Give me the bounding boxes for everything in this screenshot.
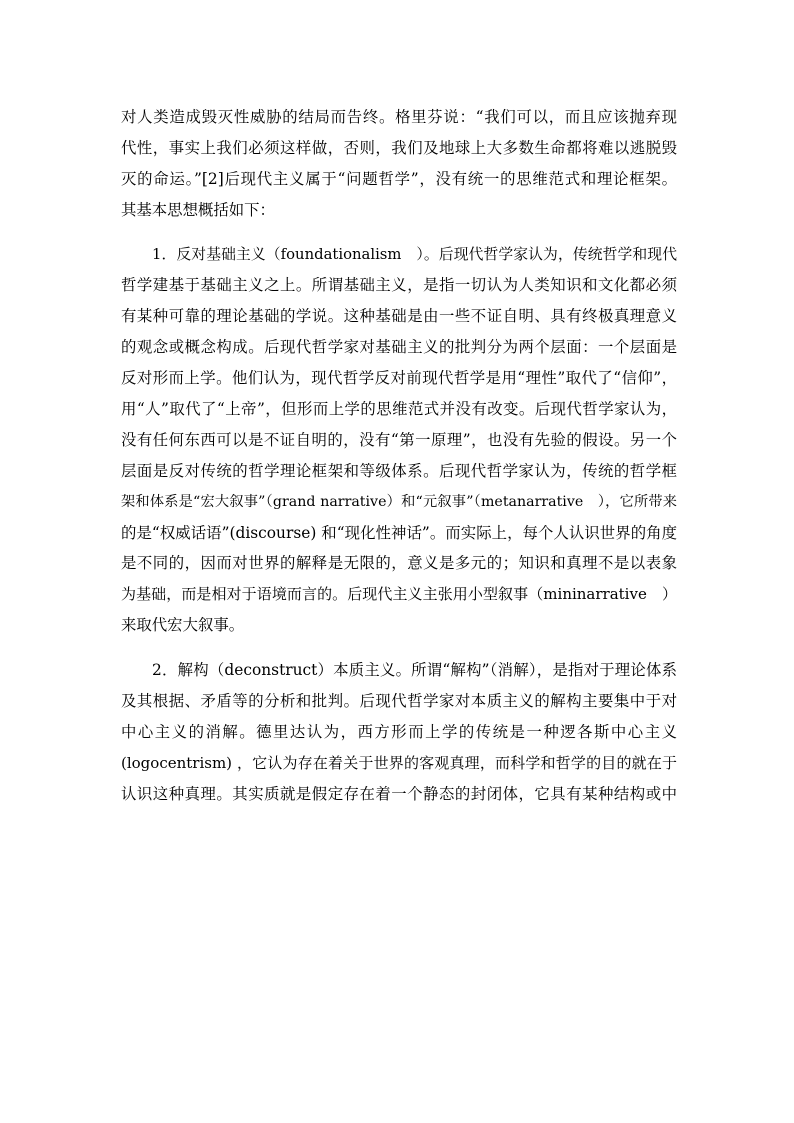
text-line: 是不同的，因而对世界的解释是无限的，意义是多元的；知识和真理不是以表象: [121, 554, 677, 573]
text-line: 灭的命运。”[2]后现代主义属于“问题哲学”，没有统一的思维范式和理论框架。: [121, 169, 677, 188]
text-line: 用“人”取代了“上帝”，但形而上学的思维范式并没有改变。后现代哲学家认为，: [121, 400, 677, 419]
text-line: 其基本思想概括如下：: [121, 200, 275, 219]
text-line: 架和体系是“宏大叙事”（grand narrative）和“元叙事”（metanarrative ），它所带来: [121, 493, 677, 510]
text-line: 没有任何东西可以是不证自明的，没有“第一原理”，也没有先验的假设。另一个: [121, 430, 677, 449]
text-line: 的观念或概念构成。后现代哲学家对基础主义的批判分为两个层面：一个层面是: [121, 338, 677, 357]
text-line: (logocentrism) ，它认为存在着关于世界的客观真理，而科学和哲学的目的就在于: [121, 753, 677, 772]
text-line: 有某种可靠的理论基础的学说。这种基础是由一些不证自明、具有终极真理意义: [121, 307, 677, 326]
text-line: 对人类造成毁灭性威胁的结局而告终。格里芬说：“我们可以，而且应该抛弃现: [121, 108, 677, 126]
text-line: 及其根据、矛盾等的分析和批判。后现代哲学家对本质主义的解构主要集中于对: [121, 692, 677, 711]
body-text: [121, 102, 677, 810]
text-line: 反对形而上学。他们认为，现代哲学反对前现代哲学是用“理性”取代了“信仰”，: [121, 369, 677, 388]
text-line: 哲学建基于基础主义之上。所谓基础主义，是指一切认为人类知识和文化都必须: [121, 276, 677, 295]
text-line: 中心主义的消解。德里达认为，西方形而上学的传统是一种逻各斯中心主义: [121, 722, 677, 741]
text-line: 来取代宏大叙事。: [121, 616, 245, 635]
list-item-heading: 2．解构（deconstruct）本质主义。所谓“解构”（消解），是指对于理论体系: [152, 661, 677, 680]
list-item-heading: 1．反对基础主义（foundationalism ）。后现代哲学家认为，传统哲学和现代: [152, 245, 677, 263]
text-line: 代性，事实上我们必须这样做，否则，我们及地球上大多数生命都将难以逃脱毁: [121, 138, 677, 157]
text-line: 层面是反对传统的哲学理论框架和等级体系。后现代哲学家认为，传统的哲学框: [121, 461, 677, 480]
text-line: 的是“权威话语”(discourse) 和“现化性神话”。而实际上，每个人认识世界的角度: [121, 523, 677, 542]
text-line: 认识这种真理。其实质就是假定存在着一个静态的封闭体，它具有某种结构或中: [121, 784, 677, 803]
text-line: 为基础，而是相对于语境而言的。后现代主义主张用小型叙事（mininarrative ）: [121, 585, 677, 604]
